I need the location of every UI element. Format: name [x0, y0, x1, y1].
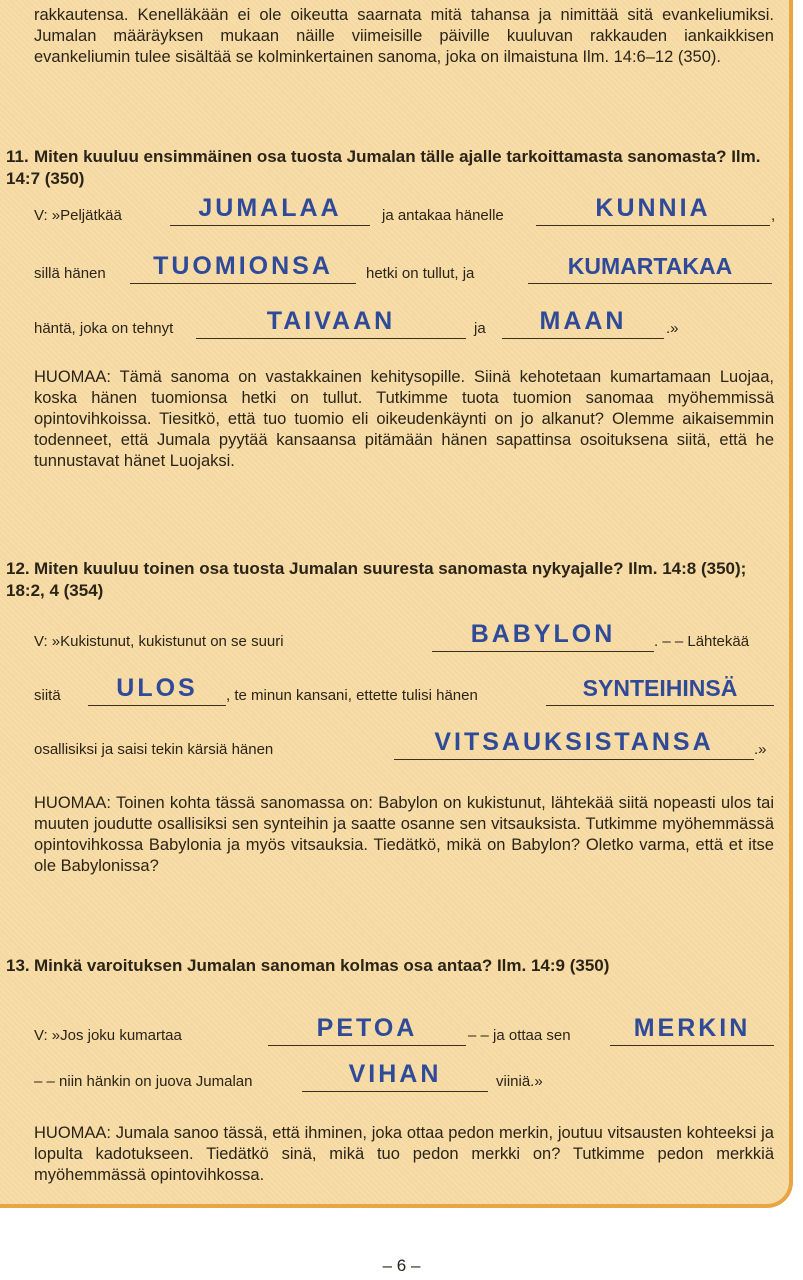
question-11: [6, 146, 774, 190]
answer-blank: [432, 617, 654, 652]
answer-text: hetki on tullut, ja: [366, 265, 475, 282]
note-11: HUOMAA: Tämä sanoma on vastakkainen kehitysopille. Siinä kehotetaan kumartamaan Luojaa, koska hänen tuomionsa hetki on tullut. Tutkimme tuota tuomion sanomaa myöhemmissä opintovihkoissa. Tiesitkö, että tuo tuomio eli oikeudenkäynti on jo alkanut? Olemme aikaisemmin todenneet, että Jumala pyytää kansaansa pitämään hänen sapattinsa osoituksena siitä, että he tunnustavat hänet Luojaksi.: [34, 368, 774, 470]
answer-line-12-2: [34, 672, 780, 706]
answer-blank: [394, 725, 754, 760]
handwritten-answer: MAAN: [539, 307, 627, 335]
question-number: 11.: [6, 147, 29, 166]
question-number: 12.: [6, 559, 30, 578]
answer-text: – – ja ottaa sen: [468, 1027, 571, 1044]
answer-blank: [302, 1057, 488, 1092]
answer-text: – – niin hänkin on juova Jumalan: [34, 1073, 253, 1090]
answer-line-11-3: [34, 305, 780, 339]
answer-line-12-3: [34, 726, 780, 760]
handwritten-answer: TAIVAAN: [266, 307, 396, 335]
answer-text: V: »Kukistunut, kukistunut on se suuri: [34, 633, 284, 650]
handwritten-answer: KUMARTAKAA: [567, 253, 733, 279]
handwritten-answer: JUMALAA: [198, 194, 342, 222]
answer-blank: [268, 1011, 466, 1046]
answer-blank: [610, 1011, 774, 1046]
handwritten-answer: VIHAN: [348, 1060, 442, 1088]
answer-text: ja antakaa hänelle: [382, 207, 504, 224]
question-12: [6, 558, 774, 602]
answer-text: .»: [666, 320, 679, 337]
handwritten-answer: KUNNIA: [595, 194, 711, 222]
handwritten-answer: TUOMIONSA: [153, 252, 333, 280]
question-number: 13.: [6, 956, 30, 975]
handwritten-answer: BABYLON: [470, 620, 616, 648]
intro-paragraph: rakkautensa. Kenelläkään ei ole oikeutta saarnata mitä tahansa ja nimittää sitä evankeliumiksi. Jumalan määräyksen mukaan näille viimeisille päiville kuuluvan rakkauden iankaikkisen evankeliumin tulee sisältää se kolminkertainen sanoma, joka on ilmaistuna Ilm. 14:6–12 (350).: [34, 6, 774, 66]
answer-blank: [130, 249, 356, 284]
handwritten-answer: PETOA: [316, 1014, 418, 1042]
answer-text: . – – Lähtekää: [654, 633, 750, 650]
answer-blank: [546, 671, 774, 706]
answer-line-11-1: [34, 192, 780, 226]
answer-text: V: »Peljätkää: [34, 207, 122, 224]
answer-text: ja: [474, 320, 486, 337]
answer-blank: [170, 191, 370, 226]
answer-text: .»: [754, 741, 767, 758]
answer-text: viiniä.»: [496, 1073, 543, 1090]
answer-text: ,: [771, 207, 776, 224]
handwritten-answer: ULOS: [116, 674, 198, 702]
answer-text: V: »Jos joku kumartaa: [34, 1027, 182, 1044]
answer-line-13-1: [34, 1012, 780, 1046]
answer-line-13-2: [34, 1058, 780, 1092]
answer-text: , te minun kansani, ettette tulisi hänen: [226, 687, 478, 704]
question-13: [6, 955, 774, 977]
answer-blank: [536, 191, 770, 226]
handwritten-answer: MERKIN: [633, 1014, 751, 1042]
question-text: Miten kuuluu toinen osa tuosta Jumalan suuresta sanomasta nykyajalle? Ilm. 14:8 (350); 18:2, 4 (354): [6, 559, 747, 600]
question-text: Minkä varoituksen Jumalan sanoman kolmas osa antaa? Ilm. 14:9 (350): [34, 956, 610, 975]
handwritten-answer: SYNTEIHINSÄ: [582, 675, 738, 701]
answer-blank: [502, 304, 664, 339]
answer-text: siitä: [34, 687, 61, 704]
answer-line-11-2: [34, 250, 780, 284]
page-number: – 6 –: [382, 1256, 421, 1275]
answer-text: osallisiksi ja saisi tekin kärsiä hänen: [34, 741, 274, 758]
answer-text: sillä hänen: [34, 265, 106, 282]
handwritten-answer: VITSAUKSISTANSA: [434, 728, 714, 756]
note-13: HUOMAA: Jumala sanoo tässä, että ihminen, joka ottaa pedon merkin, joutuu vitsausten kohteeksi ja lopulta kadotukseen. Tiedätkö sinä, mikä tuo pedon merkki on? Tutkimme pedon merkkiä myöhemmässä opintovihkossa.: [34, 1124, 774, 1184]
question-text: Miten kuuluu ensimmäinen osa tuosta Jumalan tälle ajalle tarkoittamasta sanomasta? Ilm. 14:7 (350): [6, 147, 761, 188]
answer-line-12-1: [34, 618, 780, 652]
answer-text: häntä, joka on tehnyt: [34, 320, 174, 337]
answer-blank: [88, 671, 226, 706]
answer-blank: [528, 249, 772, 284]
note-12: HUOMAA: Toinen kohta tässä sanomassa on: Babylon on kukistunut, lähtekää siitä nopeasti ulos tai muuten joudutte osallisiksi sen synteihin ja saatte osanne sen vitsauksista. Tutkimme myöhemmässä opintovihkossa Babylonia ja myös vitsauksia. Tiedätkö, mikä on Babylon? Oletko varma, että et itse ole Babylonissa?: [34, 794, 774, 875]
answer-blank: [196, 304, 466, 339]
